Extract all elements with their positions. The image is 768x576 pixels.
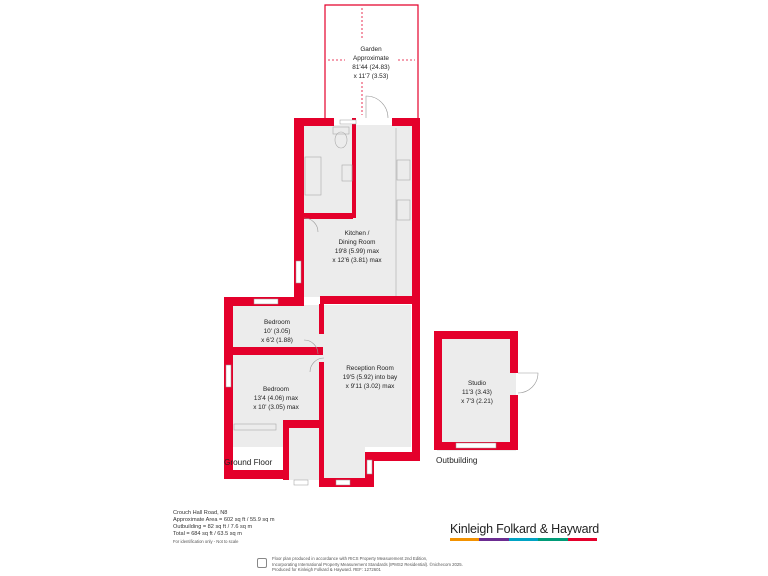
address-line: Crouch Hall Road, N8: [173, 510, 228, 516]
reception-line-1: Reception Room: [346, 365, 394, 372]
approx-area-line: Approximate Area = 602 sq ft / 55.9 sq m: [173, 517, 275, 524]
brand-bar-segment: [450, 538, 479, 541]
outbuilding-area-line: Outbuilding = 82 sq ft / 7.6 sq m: [173, 524, 253, 531]
studio-line-2: 11'3 (3.43): [462, 389, 492, 396]
disclaimer-line: Produced for Kinleigh Folkard & Hayward. REF: 1272601: [272, 567, 381, 573]
bedroom1-line-1: Bedroom: [264, 319, 290, 326]
ground-floor-label: Ground Floor: [224, 458, 273, 467]
disclaimer-block: [272, 556, 463, 573]
garden-label: [352, 46, 389, 80]
bedroom1-line-2: 10' (3.05): [263, 328, 291, 335]
garden-line-3: 81'44 (24.83): [352, 64, 390, 71]
reception-line-3: x 9'11 (3.02) max: [345, 383, 395, 390]
outbuilding-label: Outbuilding: [436, 456, 478, 465]
bedroom2-line-2: 13'4 (4.06) max: [253, 395, 299, 402]
reception-label: [343, 365, 398, 390]
bedroom1-label: [261, 319, 293, 344]
garden-line-2: Approximate: [353, 55, 389, 62]
brand-logo: [450, 522, 600, 541]
disclaimer-line: Floor plan produced in accordance with RICS Property Measurement 2nd Edition,: [272, 556, 428, 561]
kitchen-line-1: Kitchen /: [344, 230, 370, 237]
address-block: [173, 510, 275, 545]
bedroom2-line-1: Bedroom: [263, 386, 289, 393]
brand-bar-segment: [509, 538, 538, 541]
identification-note: For identification only - Not to scale: [173, 539, 239, 545]
disclaimer-line: Incorporating International Property Measurement Standards (IPMS2 Residential). ©nichecom 2025.: [272, 561, 463, 567]
kitchen-line-2: Dining Room: [338, 239, 376, 246]
brand-bar-segment: [538, 538, 567, 541]
brand-bar-segment: [568, 538, 597, 541]
studio-line-1: Studio: [467, 380, 487, 387]
bedroom1-line-3: x 6'2 (1.88): [261, 337, 293, 344]
kitchen-line-3: 19'8 (5.99) max: [334, 248, 380, 255]
total-area-line: Total = 684 sq ft / 63.5 sq m: [173, 531, 242, 538]
garden-line-4: x 11'7 (3.53): [353, 73, 389, 80]
nichecom-logo-icon: [257, 558, 267, 568]
studio-line-3: x 7'3 (2.21): [461, 398, 493, 405]
brand-color-bar: [450, 538, 597, 541]
kitchen-line-4: x 12'6 (3.81) max: [332, 257, 382, 264]
reception-line-2: 19'5 (5.92) into bay: [342, 374, 398, 381]
garden-line-1: Garden: [360, 46, 382, 53]
bedroom2-line-3: x 10' (3.05) max: [253, 404, 299, 411]
brand-name: Kinleigh Folkard & Hayward: [450, 522, 600, 536]
brand-bar-segment: [479, 538, 508, 541]
